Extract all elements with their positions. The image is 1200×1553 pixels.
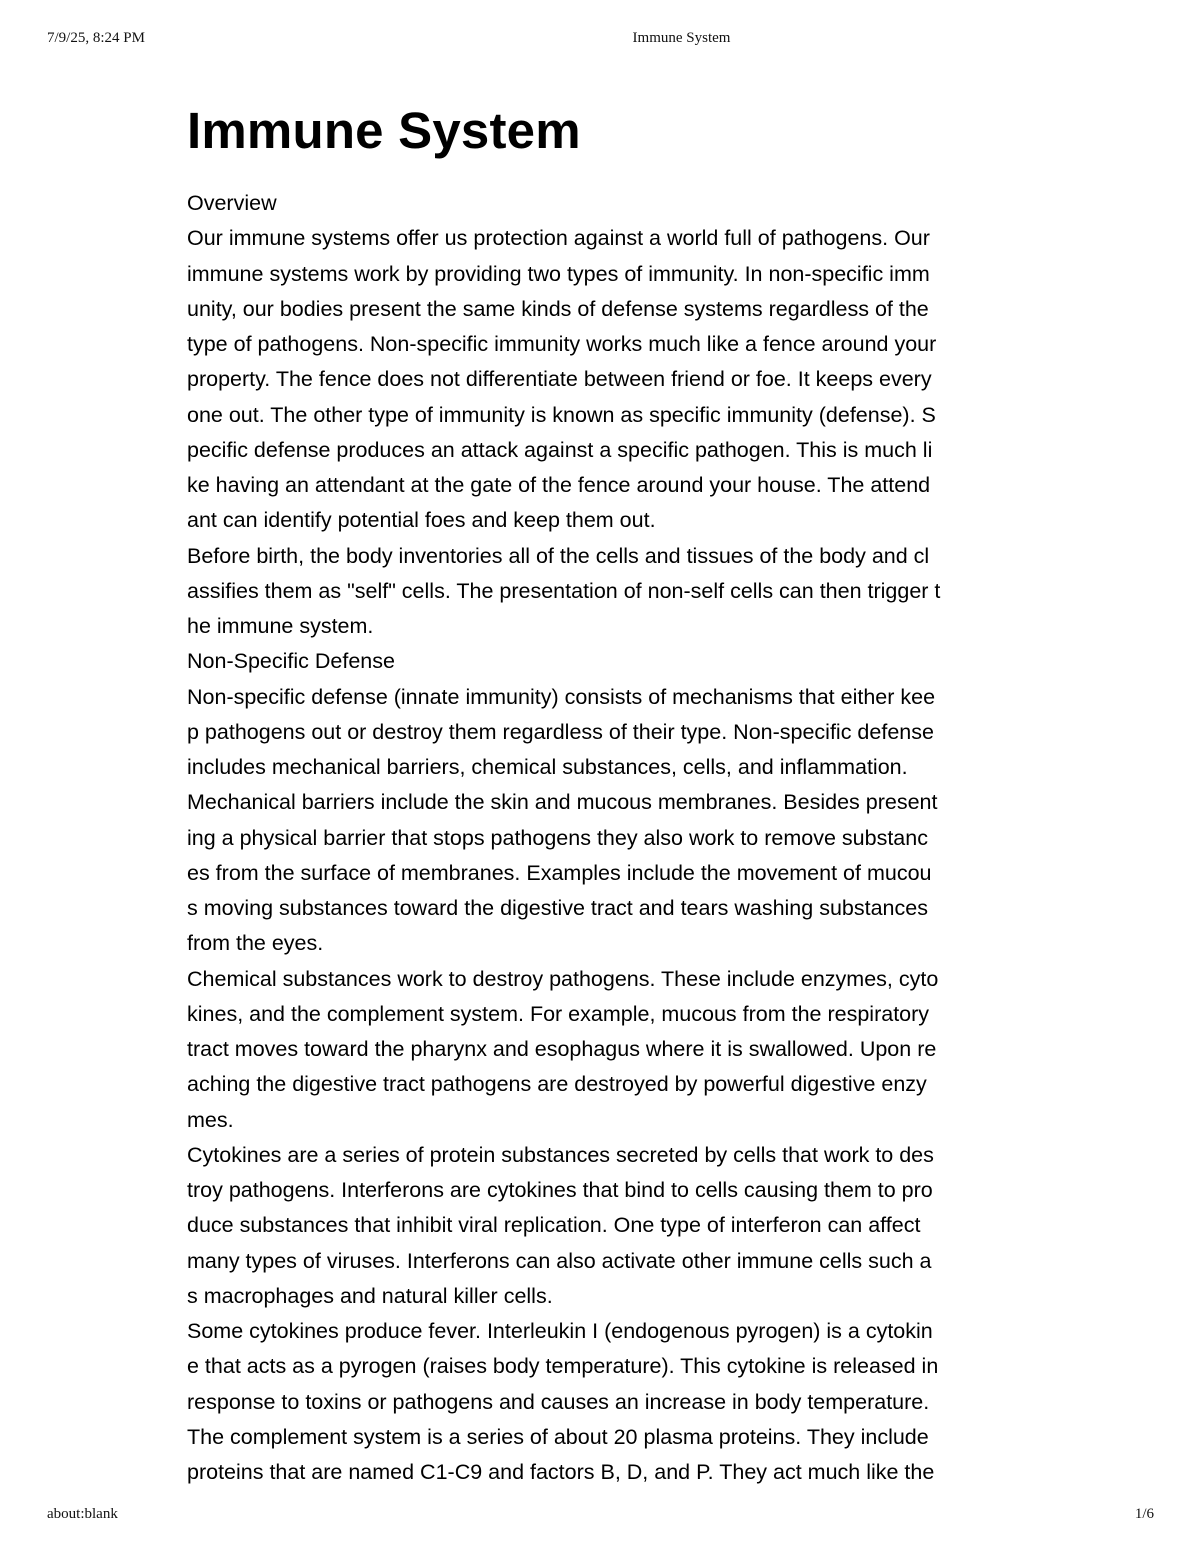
text-line: ke having an attendant at the gate of the fence around your house. The attend <box>187 473 931 497</box>
text-line: The complement system is a series of about 20 plasma proteins. They include <box>187 1424 929 1449</box>
text-line: e that acts as a pyrogen (raises body temperature). This cytokine is released in <box>187 1354 939 1379</box>
text-line: many types of viruses. Interferons can also activate other immune cells such a <box>187 1248 932 1273</box>
print-header <box>0 30 1200 50</box>
text-line: ing a physical barrier that stops pathogens they also work to remove substanc <box>187 825 928 850</box>
print-page-title: Immune System <box>632 30 731 46</box>
text-line: Before birth, the body inventories all of the cells and tissues of the body and cl <box>187 543 930 568</box>
text-line: one out. The other type of immunity is known as specific immunity (defense). S <box>187 402 936 427</box>
document-text <box>187 186 1017 1490</box>
text-line: response to toxins or pathogens and causes an increase in body temperature. <box>187 1389 930 1414</box>
text-line: Non-Specific Defense <box>187 649 395 674</box>
text-line: duce substances that inhibit viral replication. One type of interferon can affect <box>187 1213 921 1238</box>
text-line: unity, our bodies present the same kinds of defense systems regardless of the <box>187 296 929 321</box>
print-page-number: 1/6 <box>1134 1506 1154 1522</box>
print-datetime: 7/9/25, 8:24 PM <box>47 30 145 46</box>
text-line: type of pathogens. Non-specific immunity works much like a fence around your <box>187 332 937 356</box>
text-line: immune systems work by providing two types of immunity. In non-specific imm <box>187 261 930 286</box>
text-line: s macrophages and natural killer cells. <box>187 1283 553 1308</box>
text-line: assifies them as "self" cells. The presentation of non-self cells can then trigger t <box>187 578 941 603</box>
text-line: p pathogens out or destroy them regardless of their type. Non-specific defense <box>187 719 934 744</box>
text-line: Mechanical barriers include the skin and mucous membranes. Besides present <box>187 790 938 815</box>
text-line: Non-specific defense (innate immunity) consists of mechanisms that either kee <box>187 684 936 709</box>
text-line: es from the surface of membranes. Examples include the movement of mucou <box>187 860 932 885</box>
text-line: s moving substances toward the digestive tract and tears washing substances <box>187 896 928 920</box>
text-line: kines, and the complement system. For example, mucous from the respiratory <box>187 1001 930 1026</box>
document-body <box>187 96 1017 1490</box>
text-line: Cytokines are a series of protein substances secreted by cells that work to des <box>187 1142 934 1167</box>
text-line: ant can identify potential foes and keep them out. <box>187 508 656 533</box>
text-line: pecific defense produces an attack against a specific pathogen. This is much li <box>187 437 933 462</box>
text-line: Our immune systems offer us protection against a world full of pathogens. Our <box>187 226 930 251</box>
text-line: Overview <box>187 191 277 215</box>
text-line: mes. <box>187 1107 234 1132</box>
text-line: property. The fence does not differentiate between friend or foe. It keeps every <box>187 367 932 392</box>
document-title: Immune System <box>187 102 581 159</box>
text-line: Chemical substances work to destroy pathogens. These include enzymes, cyto <box>187 966 939 991</box>
text-line: proteins that are named C1-C9 and factors B, D, and P. They act much like the <box>187 1460 935 1484</box>
text-line: troy pathogens. Interferons are cytokines that bind to cells causing them to pro <box>187 1178 933 1202</box>
text-line: he immune system. <box>187 614 374 638</box>
print-footer <box>0 1506 1200 1526</box>
text-line: tract moves toward the pharynx and esophagus where it is swallowed. Upon re <box>187 1037 937 1061</box>
text-line: includes mechanical barriers, chemical substances, cells, and inflammation. <box>187 755 908 779</box>
print-url: about:blank <box>47 1506 118 1522</box>
text-line: aching the digestive tract pathogens are destroyed by powerful digestive enzy <box>187 1072 927 1097</box>
text-line: from the eyes. <box>187 931 324 956</box>
text-line: Some cytokines produce fever. Interleukin I (endogenous pyrogen) is a cytokin <box>187 1319 933 1343</box>
